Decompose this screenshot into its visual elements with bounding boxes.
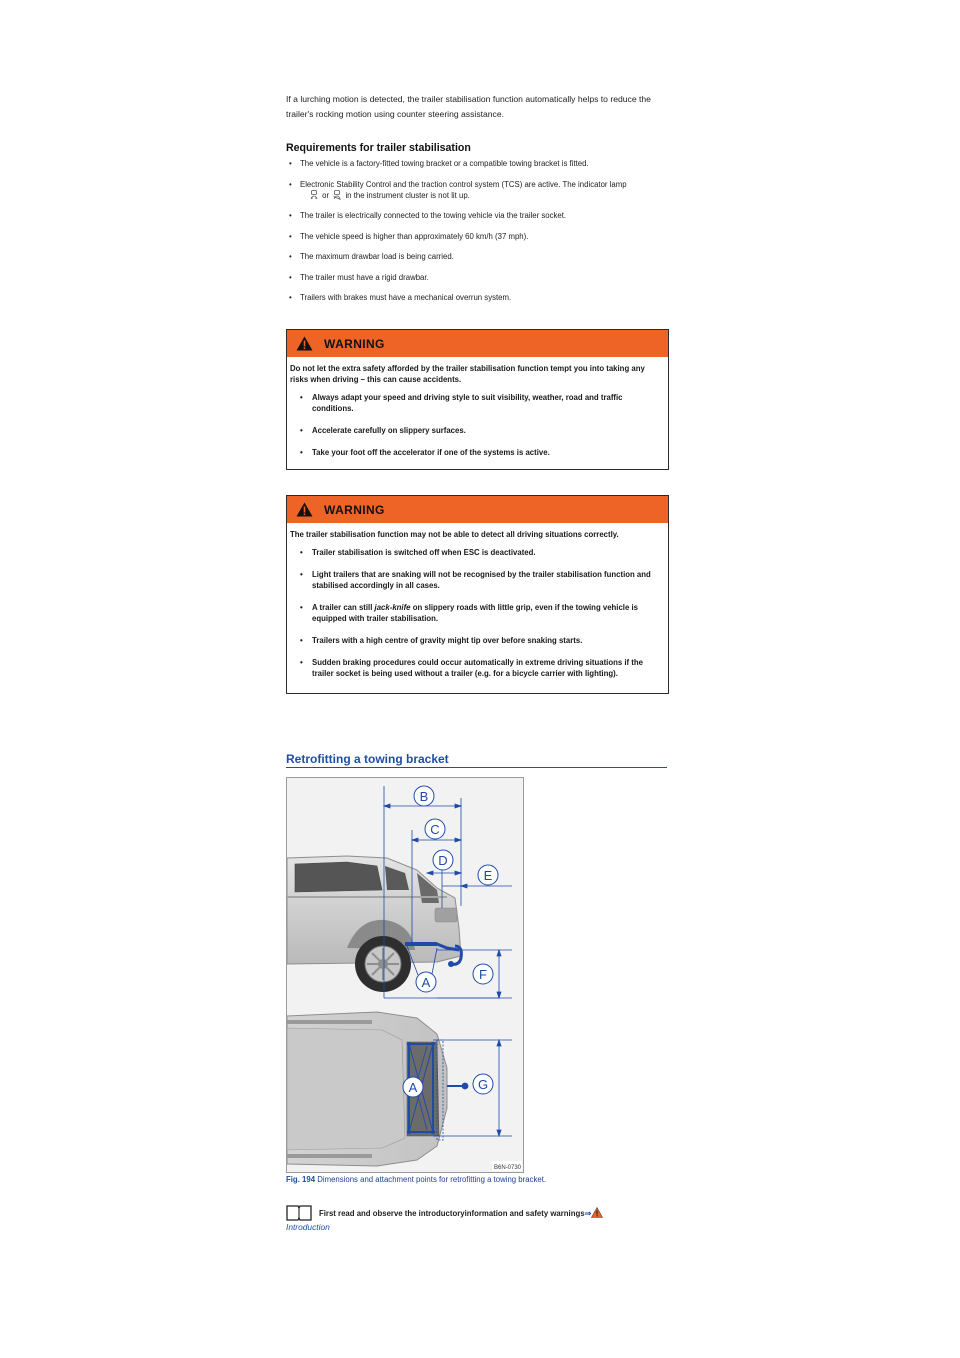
label-g [473,1074,493,1094]
warning-intro: Do not let the extra safety afforded by the trailer stabilisation function tempt you into taking any risks when driving – this can cause accidents. [290,364,645,384]
svg-text:G: G [477,1077,489,1092]
warning-item: • Light trailers that are snaking will not be recognised by the trailer stabilisation function and stabilised accordingly in all cases. [290,569,664,591]
warning-header [287,496,668,523]
warning-item: • Trailers with a high centre of gravity might tip over before snaking starts. [290,635,664,646]
esc-text-part1: Electronic Stability Control and the traction control system (TCS) are active. The indicator lamp [300,179,627,189]
list-item: • The maximum drawbar load is being carried. [287,251,677,262]
warning-box-2 [286,495,669,694]
svg-text:A: A [408,1080,418,1095]
read-first-text: First read and observe the introductoryinformation and safety warnings [319,1209,585,1218]
figure-caption [286,1175,546,1184]
warning-item: • Accelerate carefully on slippery surfaces. [290,425,664,436]
esc-indicator-icon [310,190,318,200]
svg-text:F: F [479,967,487,982]
warning-item: • Always adapt your speed and driving style to suit visibility, weather, road and traffic conditions. [290,392,664,414]
read-first-note [319,1207,603,1218]
requirements-list [287,158,677,313]
list-item [287,179,677,201]
list-item: • The trailer is electrically connected to the towing vehicle via the trailer socket. [287,210,677,221]
section-heading-retrofitting: Retrofitting a towing bracket [286,752,667,768]
book-icon [286,1203,312,1221]
requirements-heading: Requirements for trailer stabilisation [286,142,471,154]
warning-box-1 [286,329,669,470]
warning-item: • Sudden braking procedures could occur automatically in extreme driving situations if the trailer socket is being used without a trailer (e.g. for a bicycle carrier with lighting). [290,657,664,679]
svg-text:C: C [430,822,440,837]
warning-link-icon[interactable] [591,1207,603,1218]
list-item: • The trailer must have a rigid drawbar. [287,272,677,283]
towing-bracket-figure [286,777,524,1173]
introduction-link[interactable]: Introduction [286,1222,330,1232]
or-text: or [322,190,330,200]
warning-title: WARNING [324,336,385,351]
svg-text:A: A [421,975,431,990]
warning-item: • Trailer stabilisation is switched off when ESC is deactivated. [290,547,664,558]
svg-text:D: D [438,853,448,868]
warning-triangle-icon [296,336,313,351]
warning-intro: The trailer stabilisation function may not be able to detect all driving situations correctly. [290,530,619,539]
arrow-glyph: ⇒ [584,1209,592,1218]
jackknife-term: jack-knife [374,603,411,612]
intro-paragraph: If a lurching motion is detected, the trailer stabilisation function automatically helps to reduce the trailer's rocking motion using counter steering assistance. [286,94,651,119]
list-item: • Trailers with brakes must have a mechanical overrun system. [287,292,677,303]
label-a-side [416,972,436,992]
list-item: • The vehicle speed is higher than approximately 60 km/h (37 mph). [287,231,677,242]
esc-off-indicator-icon [333,190,341,200]
warning-item: • A trailer can still jack-knife on slippery roads with little grip, even if the towing vehicle is equipped with trailer stabilisation. [290,602,664,624]
figure-code: B6N-0730 [494,1165,522,1171]
label-a-top [403,1077,423,1097]
esc-text-part2: in the instrument cluster is not lit up. [345,190,470,200]
label-b [414,786,434,806]
warning-triangle-icon [296,502,313,517]
warning-title: WARNING [324,502,385,517]
towing-bracket-diagram [287,778,523,1172]
label-d [433,850,453,870]
list-item: • The vehicle is a factory-fitted towing bracket or a compatible towing bracket is fitted. [287,158,677,169]
figure-number: Fig. 194 [286,1175,316,1184]
svg-text:E: E [483,868,493,883]
warning-header [287,330,668,357]
label-f [473,964,493,984]
warning-item: • Take your foot off the accelerator if one of the systems is active. [290,447,664,458]
label-c [425,819,445,839]
figure-caption-text: Dimensions and attachment points for retrofitting a towing bracket. [317,1175,547,1184]
label-e [478,865,498,885]
svg-text:B: B [419,789,429,804]
